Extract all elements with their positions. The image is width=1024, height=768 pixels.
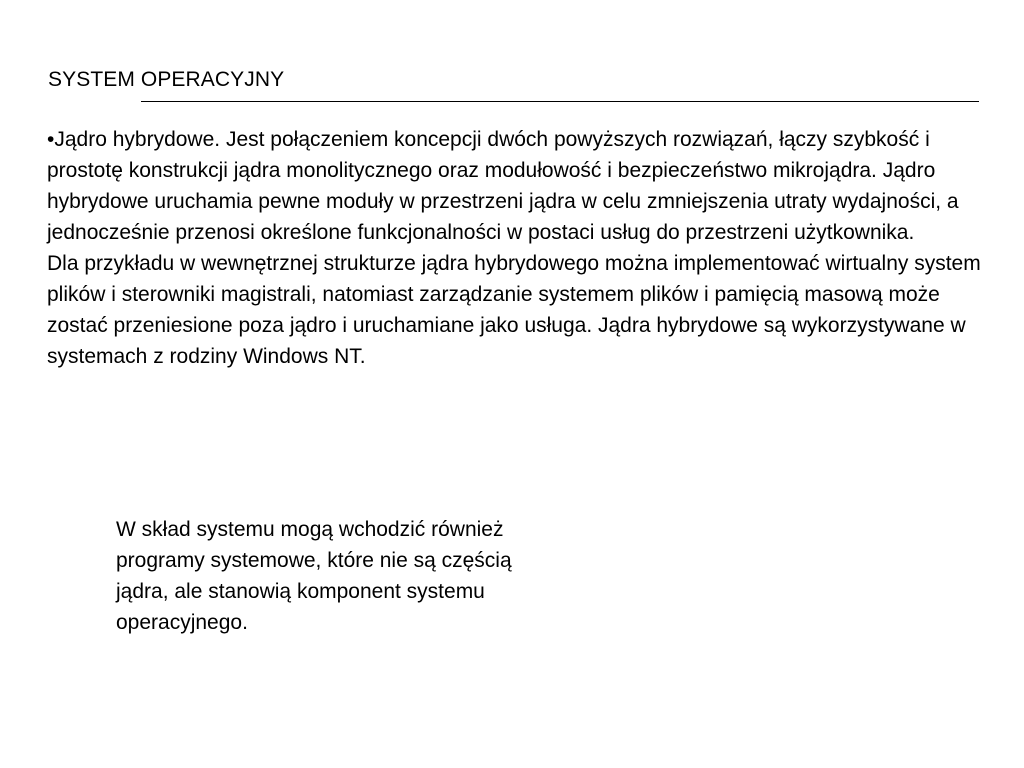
title-divider xyxy=(141,101,979,102)
slide-title: SYSTEM OPERACYJNY xyxy=(48,68,285,91)
note-line: W skład systemu mogą wchodzić również xyxy=(116,518,504,541)
note-line: jądra, ale stanowią komponent systemu xyxy=(116,580,485,603)
note-line: programy systemowe, które nie są częścią xyxy=(116,549,512,572)
note-line: operacyjnego. xyxy=(116,611,248,634)
main-text-block xyxy=(47,124,1002,372)
paragraph-hybrid-kernel: •Jądro hybrydowe. Jest połączeniem koncepcji dwóch powyższych rozwiązań, łączy szybkość i prostotę konstrukcji jądra monolitycznego oraz modułowość i bezpieczeństwo mikrojądra. Jądro hybrydowe uruchamia pewne moduły w przestrzeni jądra w celu zmniejszenia utraty wydajności, a jednocześnie przenosi określone funkcjonalności w postaci usług do przestrzeni użytkownika. xyxy=(47,128,959,244)
system-programs-note xyxy=(116,514,616,638)
paragraph-example: Dla przykładu w wewnętrznej strukturze jądra hybrydowego można implementować wirtualny system plików i sterowniki magistrali, natomiast zarządzanie systemem plików i pamięcią masową może zostać przeniesione poza jądro i uruchamiane jako usługa. Jądra hybrydowe są wykorzystywane w systemach z rodziny Windows NT. xyxy=(47,252,981,368)
